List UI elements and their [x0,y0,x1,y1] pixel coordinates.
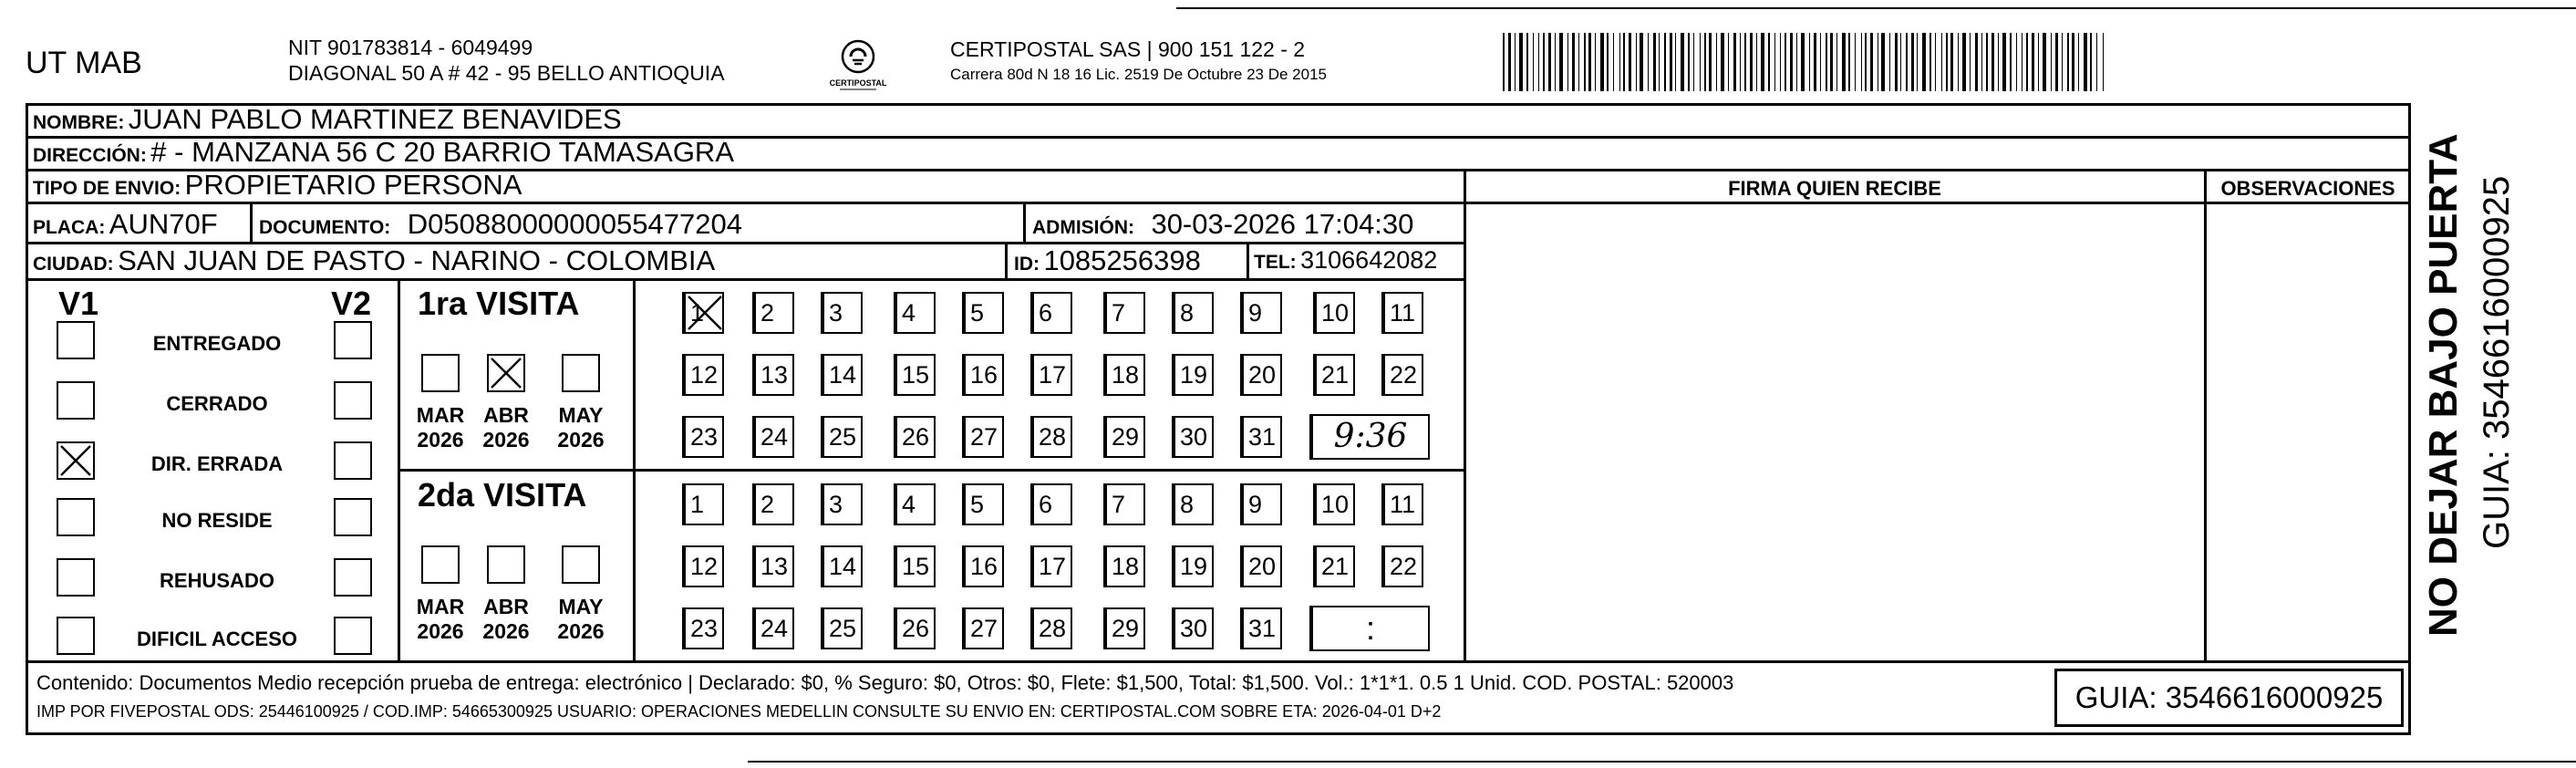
day-number: 25 [829,423,857,451]
month-checkbox[interactable] [421,545,460,584]
day-box[interactable] [1172,545,1214,587]
day-box[interactable] [682,545,724,587]
nombre-field [33,103,622,136]
ciudad-field [33,244,715,277]
day-box[interactable] [1240,483,1282,525]
tipo-field [33,169,522,202]
col-line [1247,242,1249,278]
status-option-label: ENTREGADO [152,332,282,355]
v1-checkbox[interactable] [57,441,95,480]
day-number: 15 [902,361,930,389]
v2-checkbox[interactable] [334,617,372,655]
documento-label: DOCUMENTO: [259,217,391,238]
day-box[interactable] [1313,545,1355,587]
x-mark-icon [686,294,724,332]
day-box[interactable] [1172,416,1214,458]
day-box[interactable] [1030,416,1072,458]
day-number: 27 [970,423,998,451]
guia-number: GUIA: 3546616000925 [2054,669,2404,727]
month-year: 2026 [557,619,605,643]
day-box[interactable] [894,354,936,396]
day-number: 17 [1039,553,1067,580]
month-checkbox[interactable] [487,354,525,392]
day-box[interactable] [962,483,1004,525]
day-number: 2 [760,299,775,327]
day-box[interactable] [682,483,724,525]
day-number: 1 [690,299,705,327]
month-name: MAY [558,403,604,427]
day-number: 8 [1180,299,1195,327]
day-box[interactable] [1240,354,1282,396]
day-box[interactable] [962,416,1004,458]
day-number: 11 [1390,491,1416,518]
firma-header: FIRMA QUIEN RECIBE [1728,177,1941,200]
day-box[interactable] [1030,607,1072,649]
v2-checkbox[interactable] [334,321,372,359]
day-box[interactable] [894,607,936,649]
month-name: ABR [483,595,529,618]
certipostal-logo [829,36,887,97]
day-box[interactable] [894,483,936,525]
day-box[interactable] [752,354,794,396]
time-field[interactable]: 9:36 [1309,414,1430,460]
day-number: 16 [970,553,998,580]
tipo-label: TIPO DE ENVIO: [33,178,181,199]
placa-label: PLACA: [33,217,106,238]
day-number: 7 [1112,491,1126,518]
month-checkbox[interactable] [421,354,460,392]
day-box[interactable] [894,545,936,587]
barcode-bars [1503,33,2110,91]
courier-info [950,36,1327,88]
day-number: 10 [1321,299,1350,327]
placa-field [33,208,218,241]
day-box[interactable] [752,545,794,587]
month-name: MAR [416,403,465,427]
status-option-label: DIFICIL ACCESO [136,628,297,650]
day-box[interactable] [1103,607,1145,649]
day-number: 3 [829,491,843,518]
day-number: 22 [1390,361,1418,389]
row-line [26,278,1466,281]
v1-checkbox[interactable] [57,321,95,359]
sender-nit: NIT 901783814 - 6049499 [288,36,533,59]
day-box[interactable] [821,416,863,458]
month-label [410,403,471,452]
day-number: 4 [902,299,916,327]
day-box[interactable] [821,545,863,587]
month-checkbox[interactable] [487,545,525,584]
direccion-value: # - MANZANA 56 C 20 BARRIO TAMASAGRA [150,136,734,168]
day-number: 27 [970,615,998,642]
day-number: 18 [1112,361,1140,389]
day-number: 15 [902,553,930,580]
day-box[interactable] [894,292,936,334]
v2-checkbox[interactable] [334,381,372,420]
day-box[interactable] [682,607,724,649]
day-number: 20 [1248,553,1277,580]
visit-title: 2da VISITA [418,476,587,514]
placa-value: AUN70F [109,208,218,240]
day-box[interactable] [1103,545,1145,587]
row-line [26,660,2411,663]
day-box[interactable] [962,607,1004,649]
day-box[interactable] [1313,292,1355,334]
v2-checkbox[interactable] [334,441,372,480]
id-value: 1085256398 [1043,244,1201,276]
signature-area[interactable] [1466,206,2203,659]
day-number: 19 [1180,553,1208,580]
id-field [1014,244,1201,277]
day-box[interactable] [752,292,794,334]
month-label [476,403,536,452]
day-number: 24 [760,423,789,451]
x-mark-icon [489,356,523,390]
day-box[interactable] [1313,483,1355,525]
id-label: ID: [1014,254,1040,275]
day-box[interactable] [1240,416,1282,458]
month-name: ABR [483,403,529,427]
footer-print-info: IMP POR FIVEPOSTAL ODS: 25446100925 / COD.IMP: 54665300925 USUARIO: OPERACIONES MEDELLIN CONSULTE SU ENVIO EN: CERTIPOSTAL.COM SOBRE ETA: 2026-04-01 D+2 [36,702,1442,721]
ciudad-label: CIUDAD: [33,254,114,275]
day-number: 6 [1039,491,1053,518]
footer-content: Contenido: Documentos Medio recepción prueba de entrega: electrónico | Declarado: $0, % Seguro: $0, Otros: $0, Flete: $1,500, Total: $1,500. Vol.: 1*1*1. 0.5 1 Unid. COD. POSTAL: 520003 [36,671,1734,694]
direccion-label: DIRECCIÓN: [33,145,147,166]
month-checkbox[interactable] [562,545,600,584]
sender-address: DIAGONAL 50 A # 42 - 95 BELLO ANTIOQUIA [288,61,725,85]
row-line [398,469,1464,472]
day-number: 21 [1321,361,1350,389]
day-box[interactable] [1381,545,1423,587]
v2-header: V2 [331,285,372,322]
day-box[interactable] [1103,416,1145,458]
day-box[interactable] [682,416,724,458]
day-number: 21 [1321,553,1350,580]
day-box[interactable] [962,354,1004,396]
day-box[interactable] [1030,292,1072,334]
day-number: 19 [1180,361,1208,389]
day-number: 10 [1321,491,1350,518]
day-number: 22 [1390,553,1418,580]
time-field[interactable]: : [1309,606,1430,651]
month-year: 2026 [482,428,530,451]
day-number: 14 [829,553,857,580]
day-number: 1 [690,491,705,518]
day-box[interactable] [1103,354,1145,396]
month-year: 2026 [417,428,464,451]
month-checkbox[interactable] [562,354,600,392]
day-box[interactable] [1381,483,1423,525]
admision-label: ADMISIÓN: [1032,217,1134,238]
day-number: 16 [970,361,998,389]
month-label [410,595,471,644]
day-box[interactable] [821,354,863,396]
day-number: 7 [1112,299,1126,327]
day-box[interactable] [752,607,794,649]
v2-checkbox[interactable] [334,498,372,536]
day-box[interactable] [1240,607,1282,649]
day-box[interactable] [1030,354,1072,396]
day-number: 14 [829,361,857,389]
day-box[interactable] [1172,354,1214,396]
col-line [1005,242,1008,278]
month-year: 2026 [557,428,605,451]
day-box[interactable] [894,416,936,458]
day-number: 2 [760,491,775,518]
day-box[interactable] [752,416,794,458]
day-number: 31 [1248,423,1277,451]
day-box[interactable] [1172,483,1214,525]
courier-name: CERTIPOSTAL SAS | 900 151 122 - 2 [950,37,1306,61]
day-box[interactable] [962,545,1004,587]
admision-field [1032,208,1413,241]
tel-value: 3106642082 [1300,246,1438,274]
day-box[interactable] [1240,292,1282,334]
day-number: 4 [902,491,916,518]
day-box[interactable] [1381,354,1423,396]
day-number: 9 [1248,491,1263,518]
v1-checkbox[interactable] [57,381,95,420]
day-number: 30 [1180,423,1208,451]
day-number: 30 [1180,615,1208,642]
col-line [250,202,253,242]
day-number: 13 [760,553,789,580]
day-number: 12 [690,553,719,580]
day-number: 5 [970,299,985,327]
logo-text: CERTIPOSTAL [829,78,887,88]
day-number: 18 [1112,553,1140,580]
status-option-label: CERRADO [166,392,268,415]
nombre-value: JUAN PABLO MARTINEZ BENAVIDES [128,103,622,135]
day-number: 25 [829,615,857,642]
x-mark-icon [58,443,93,478]
day-box[interactable] [821,607,863,649]
tipo-value: PROPIETARIO PERSONA [184,169,522,201]
documento-field [259,208,742,241]
day-number: 23 [690,423,719,451]
day-box[interactable] [1172,607,1214,649]
day-number: 26 [902,615,930,642]
admision-value: 30-03-2026 17:04:30 [1151,208,1414,240]
day-number: 17 [1039,361,1067,389]
side-warning: NO DEJAR BAJO PUERTA [2421,133,2466,637]
observations-area[interactable] [2207,206,2409,659]
month-label [551,403,611,452]
day-number: 13 [760,361,789,389]
top-border [1176,7,2576,9]
ciudad-value: SAN JUAN DE PASTO - NARINO - COLOMBIA [118,244,716,276]
direccion-field [33,136,734,169]
day-number: 11 [1390,299,1416,327]
day-number: 29 [1112,615,1140,642]
day-box[interactable] [1103,292,1145,334]
day-box[interactable] [1172,292,1214,334]
day-number: 26 [902,423,930,451]
month-year: 2026 [417,619,464,643]
documento-value: D05088000000055477204 [407,208,742,240]
observaciones-header: OBSERVACIONES [2220,177,2395,200]
status-option-label: DIR. ERRADA [150,452,284,475]
day-box[interactable] [1313,354,1355,396]
month-year: 2026 [482,619,530,643]
barcode [1503,33,2110,91]
side-guia: GUIA: 3546616000925 [2477,175,2517,549]
visit-title: 1ra VISITA [418,285,580,322]
row-line [26,202,2411,204]
month-name: MAR [416,595,465,618]
courier-detail: Carrera 80d N 18 16 Lic. 2519 De Octubre 23 De 2015 [950,66,1327,83]
day-number: 24 [760,615,789,642]
day-box[interactable] [752,483,794,525]
status-option-label: NO RESIDE [161,509,273,532]
day-number: 5 [970,491,985,518]
v1-checkbox[interactable] [57,617,95,655]
day-box[interactable] [1381,292,1423,334]
day-box[interactable] [821,292,863,334]
day-number: 3 [829,299,843,327]
month-label [476,595,536,644]
day-box[interactable] [1030,483,1072,525]
month-name: MAY [558,595,604,618]
tel-label: TEL: [1254,252,1297,273]
day-box[interactable] [682,354,724,396]
day-box[interactable] [1103,483,1145,525]
v1-checkbox[interactable] [57,498,95,536]
sender-info [288,35,725,86]
day-number: 9 [1248,299,1263,327]
day-box[interactable] [1030,545,1072,587]
day-number: 31 [1248,615,1277,642]
day-box[interactable] [962,292,1004,334]
day-box[interactable] [682,292,724,334]
day-number: 6 [1039,299,1053,327]
v1-header: V1 [58,285,99,322]
day-number: 8 [1180,491,1195,518]
status-option-label: REHUSADO [160,569,274,592]
day-number: 20 [1248,361,1277,389]
company-name: UT MAB [26,46,142,80]
day-number: 28 [1039,423,1067,451]
col-line [1023,202,1026,242]
day-box[interactable] [1240,545,1282,587]
nombre-label: NOMBRE: [33,112,125,133]
day-number: 23 [690,615,719,642]
day-box[interactable] [821,483,863,525]
bottom-border [748,761,2576,763]
month-label [551,595,611,644]
tel-field [1254,246,1437,275]
day-number: 28 [1039,615,1067,642]
v2-checkbox[interactable] [334,558,372,597]
v1-checkbox[interactable] [57,558,95,597]
day-number: 29 [1112,423,1140,451]
day-number: 12 [690,361,719,389]
